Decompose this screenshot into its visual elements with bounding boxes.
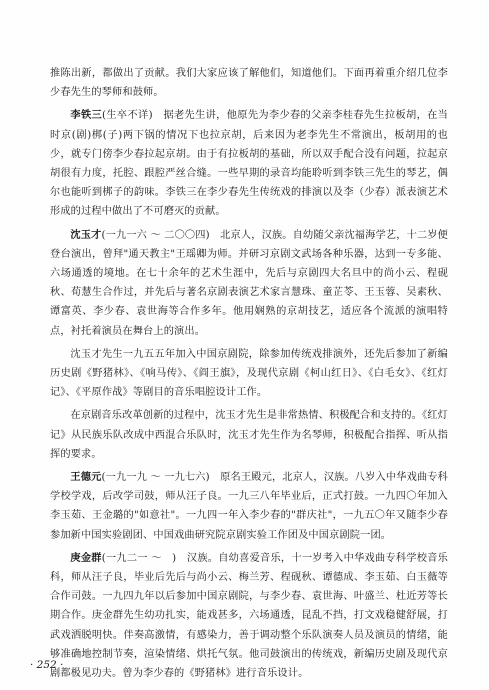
entry-name: 沈玉才 xyxy=(70,229,102,241)
entry-shen-yucai-reform xyxy=(50,406,448,464)
entry-name: 庚金群 xyxy=(70,552,102,564)
entry-name: 王德元 xyxy=(70,472,102,484)
entry-wang-deyuan xyxy=(50,468,448,545)
entry-text: (一九二一 ～ ) 汉族。自幼喜爱音乐，十一岁考入中华戏曲专科学校音乐科，师从汪子良，毕业后先后与尚小云、梅兰芳、程砚秋、谭德成、李玉茹、白玉薇等合作司鼓。一九四九年以后参加中国京剧院，与李少春、袁世海、叶盛兰、杜近芳等长期合作。庚金群先生幼功扎实，能戏甚多，六场通透，昆乱不挡，打文戏稳健舒展，打武戏洒脱明快。伴奏高激情，有感染力，善于调动整个乐队演奏人员及演员的情绪，能够准确地控制节奏，渲染情绪、烘托气氛。他司鼓演出的传统戏，新编历史剧及现代京剧都极见功夫。曾为李少春的《野猪林》进行音乐设计。 xyxy=(50,552,449,680)
entry-text: (一九一六 ～ 二〇〇四) 北京人，汉族。自幼随父亲沈福海学艺，十二岁便登台演出，曾拜"通天教主"王瑶卿为师。并研习京剧文武场各种乐器，达到一专多能、六场通透的境地。在七十余年的艺术生涯中，先后与京剧四大名旦中的尚小云、程砚秋、荀慧生合作过，并先后与著名京剧表演艺术家言慧珠、童芷苓、王玉蓉、吴素秋、谭富英、李少春、袁世海等合作多年。他用娴熟的京胡技艺，适应各个流派的演唱特点，衬托着演员在舞台上的演出。 xyxy=(50,229,448,337)
entry-shen-yucai-works xyxy=(50,345,448,403)
entry-text: 沈玉才先生一九五五年加入中国京剧院，除参加传统戏排演外，还先后参加了新编历史剧《野猪林》、《响马传》、《阎王旗》，及现代京剧《柯山红日》、《白毛女》、《红灯记》、《平原作战》等剧目的音乐唱腔设计工作。 xyxy=(50,348,448,399)
entry-text: 在京剧音乐改革创新的过程中，沈玉才先生是非常热情、积极配合和支持的。《红灯记》从民族乐队改成中西混合乐队时，沈玉才先生作为名琴师，积极配合指挥、听从指挥的要求。 xyxy=(50,410,448,460)
entry-name: 李铁三 xyxy=(70,110,103,122)
entry-text: (生卒不详) 据老先生讲，他原先为李少春的父亲李桂春先生拉板胡，在当时京(剧)梆(子)两下锅的情况下也拉京胡，后来因为老李先生不常演出，板胡用的也少，就专门傍李少春拉起京胡。由于有拉板胡的基础，所以双手配合没有问题，拉起京胡很有力度，托腔、跟腔严丝合缝。一些早期的录音均能聆听到李铁三先生的琴艺，偶尔也能听到梆子的韵味。李铁三在李少春先生传统戏的排演以及李（少春）派表演艺术形成的过程中做出了不可磨灭的贡献。 xyxy=(50,110,449,218)
entry-li-tiesan xyxy=(50,106,448,221)
entry-geng-jinqun xyxy=(50,549,448,683)
entry-text: (一九一九 ～ 一九七六) 原名王殿元，北京人，汉族。八岁入中华戏曲专科学校学戏，后改学司鼓，师从汪子良。一九三八年毕业后，正式打鼓。一九四〇年加入李玉茹、王金璐的"如意社"。一九四一年入李少春的"群庆社"，一九五〇年又随李少春参加新中国实验剧团、中国戏曲研究院京剧实验工作团及中国京剧院一团。 xyxy=(50,472,448,541)
body-text xyxy=(50,64,448,687)
page-number: · 252 · xyxy=(30,659,64,671)
entry-shen-yucai xyxy=(50,226,448,341)
intro-paragraph: 推陈出新，都做出了贡献。我们大家应该了解他们，知道他们。下面再着重介绍几位李少春先生的琴师和鼓师。 xyxy=(50,68,448,99)
